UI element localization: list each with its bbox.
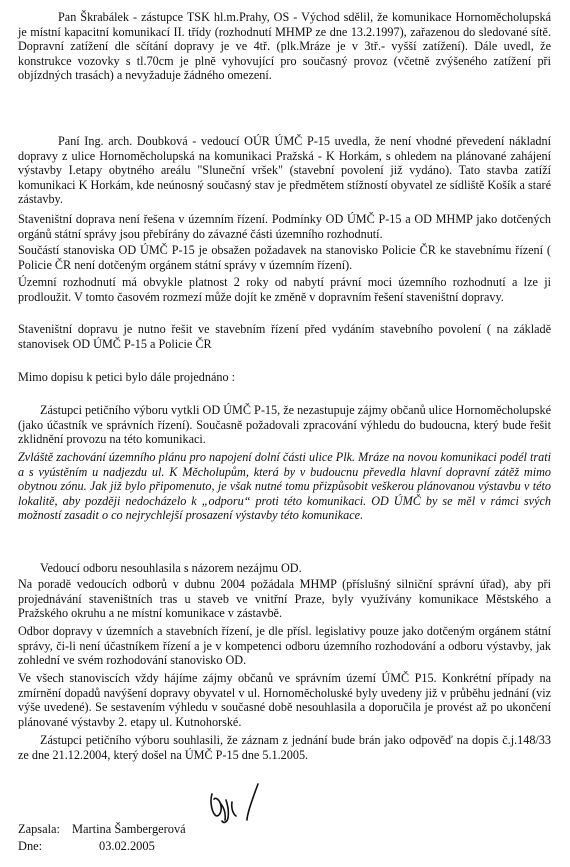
paragraph-head-disagreed: Vedoucí odboru nesouhlasila s názorem nezájmu OD.	[40, 561, 302, 575]
paragraph-construction-traffic: Staveništní doprava není řešena v územním řízení. Podmínky OD ÚMČ P-15 a OD MHMP jako dotčených orgánů státní správy jsou přebírány do závazné části územního rozhodnutí.	[18, 212, 551, 241]
paragraph-committee-agreement: Zástupci petičního výboru souhlasili, že záznam z jednání bude brán jako odpověď na dopis č.j.148/33 ze dne 21.12.2004, který došel na ÚMČ P-15 dne 5.1.2005.	[18, 733, 551, 762]
date-value: 03.02.2005	[99, 839, 155, 853]
paragraph-zoning-validity: Územní rozhodnutí má obvykle platnost 2 roky od nabytí právní moci územního rozhodnutí a lze ji prodloužit. V tomto časovém rozmezí může dojít ke změně v dopravním řešení staveništní dopravy.	[18, 275, 551, 304]
paragraph-meeting-april: Na poradě vedoucích odborů v dubnu 2004 požádala MHMP (příslušný silniční správní úřad), aby při projednávání staveništních tras u staveb ve vnitřní Praze, byly využívány komunikace Městského a Pražského okruhu a ne místní komunikace v zástavbě.	[18, 577, 551, 621]
paragraph-police-opinion: Součástí stanoviska OD ÚMČ P-15 je obsažen požadavek na stanovisko Policie ČR ke stavebnímu řízení ( Policie ČR není dotčeným orgánem státní správy v územním řízení).	[18, 243, 551, 272]
recorded-by-name: Martina Šambergerová	[72, 822, 186, 836]
section-heading-additional: Mimo dopisu k petici bylo dále projednáno :	[18, 370, 235, 384]
paragraph-department-role: Odbor dopravy v územních a stavebních řízení, je dle přísl. legislativy pouze jako dotčeným orgánem státní správy, či-li není účastníkem řízení a je v kompetenci odboru územního rozhodování a odboru výstavby, jak zohlední ve svém rozhodování stanovisko OD.	[18, 624, 551, 668]
paragraph-our-statement: Paní Ing. arch. Doubková - vedoucí OÚR ÚMČ P-15 uvedla, že není vhodné převedení nákladní dopravy z ulice Hornoměcholupská na komunikaci Pražská - K Horkám, s ohledem na plánované zahájení výstavby I.etapy obytného areálu "Sluneční vršek" (stavební povolení již vydáno). Tato stavba zatíží komunikaci K Horkám, kde neúnosný současný stav je předmětem stížností obyvatel ze sídliště Košík a staré zástavby.	[18, 134, 551, 207]
recorded-by-label: Zapsala:	[18, 822, 60, 836]
paragraph-tsk-statement: Pan Škrabálek - zástupce TSK hl.m.Prahy, OS - Východ sdělil, že komunikace Hornoměcholupská je místní kapacitní komunikací II. třídy (rozhodnutí MHMP ze dne 13.2.1997), zařazenou do sledované sítě. Dopravní zatížení dle sčítání dopravy je ve 4tř. (plk.Mráze je v 3tř.- vyšší zatížení). Dále uvedl, že konstrukce vozovky s tl.70cm je plně vyhovující pro současný provoz (včetně zvýšeného zatížení při objízdných trasách) a nevyžaduje žádného omezení.	[18, 10, 551, 83]
date-label: Dne:	[18, 839, 43, 853]
paragraph-citizens-interests: Ve všech stanoviscích vždy hájíme zájmy občanů ve správním území ÚMČ P15. Konkrétní případy na zmírnění dopadů navýšení dopravy obyvatel v ul. Hornoměcholuské byly uvedeny již v průběhu jednání (viz výše uvedené). Se sestavením výhledu v současné době nesouhlasila a doporučila je provést až po ukončení plánované výstavby 2. etapy ul. Kutnohorské.	[18, 671, 551, 729]
handwritten-signature	[206, 780, 270, 830]
paragraph-committee-objection: Zástupci petičního výboru vytkli OD ÚMČ P-15, že nezastupuje zájmy občanů ulice Hornoměcholupské (jako účastník ve správních řízení). Současně požadovali zpracování výhledu do budoucna, který bude řešit zklidnění provozu na této komunikaci.	[18, 403, 551, 447]
paragraph-zoning-plan-italic: Zvláště zachování územního plánu pro napojení dolní části ulice Plk. Mráze na novou komunikaci podél trati a s vyústěním u nadjezdu ul. K Měcholupům, která by v budoucnu převedla hlavní dopravní zátěž mimo obytnou zónu. Jak již bylo připomenuto, je však nutné tomu přizpůsobit veškerou plánovanou výstavbu v této lokalitě, aby později nedocházelo k „odporu“ proti této komunikaci. OD ÚMČ by se měl v rámci svých možností zasadit o co nejrychlejší prosazení výstavby této komunikace.	[18, 450, 551, 523]
paragraph-building-permit: Staveništní dopravu je nutno řešit ve stavebním řízení před vydáním stavebního povolení ( na základě stanovisek OD ÚMČ P-15 a Policie ČR	[18, 322, 551, 351]
